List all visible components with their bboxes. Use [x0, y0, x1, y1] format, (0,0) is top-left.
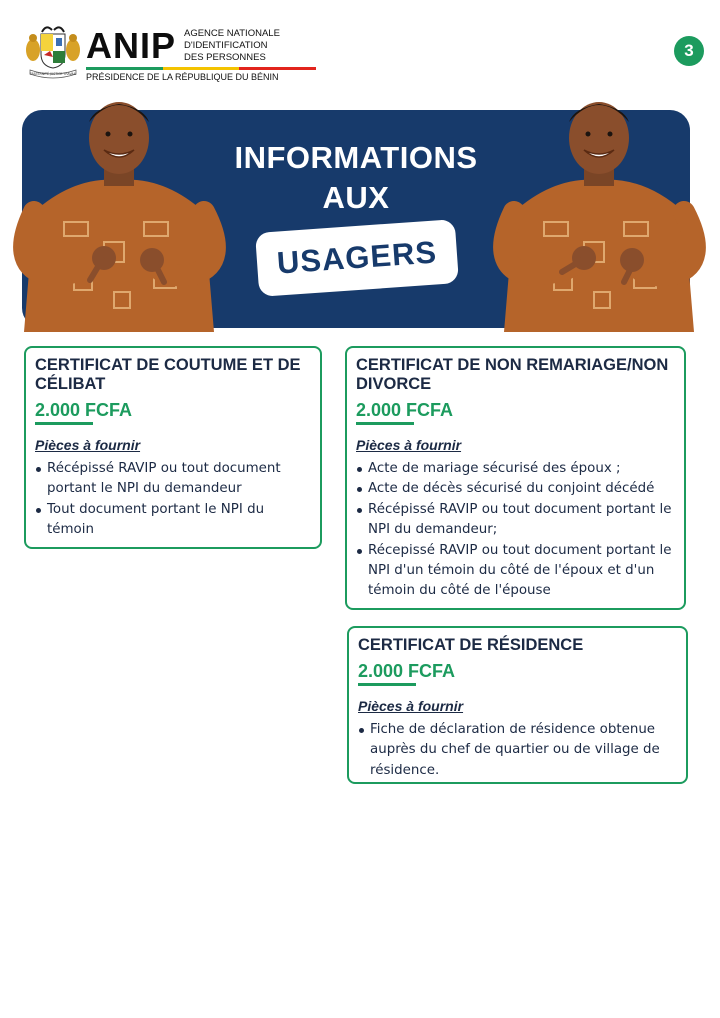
character-left-illustration — [4, 92, 234, 332]
benin-coat-of-arms-icon — [24, 24, 82, 80]
list-item: Acte de décès sécurisé du conjoint décédé — [356, 479, 674, 499]
list-item: Tout document portant le NPI du témoin — [35, 500, 310, 541]
agency-line-1: AGENCE NATIONALE — [184, 28, 280, 39]
list-item: Récepissé RAVIP ou tout document portant le NPI d'un témoin du côté de l'époux et d'un témoin du côté de l'épouse — [356, 541, 674, 602]
price-underline — [358, 683, 416, 686]
price-underline — [35, 422, 93, 425]
card-non-remariage — [345, 346, 686, 610]
card-price: 2.000 FCFA — [358, 661, 456, 681]
presidence-label: PRÉSIDENCE DE LA RÉPUBLIQUE DU BÉNIN — [86, 72, 279, 82]
flag-color-bar — [86, 67, 316, 70]
banner-title — [222, 138, 490, 218]
card-title: CERTIFICAT DE RÉSIDENCE — [358, 636, 584, 654]
agency-name — [184, 28, 280, 64]
card-title: CERTIFICAT DE NON REMARIAGE/NON DIVORCE — [356, 356, 669, 393]
banner-title-line-2: AUX — [322, 180, 390, 215]
agency-line-3: DES PERSONNES — [184, 52, 266, 63]
list-item: Récépissé RAVIP ou tout document portant le NPI du demandeur; — [356, 500, 674, 541]
anip-logo-text: ANIP — [86, 25, 177, 66]
price-underline — [356, 422, 414, 425]
header — [24, 24, 324, 84]
required-documents-list — [358, 720, 676, 781]
card-price: 2.000 FCFA — [356, 400, 454, 420]
pieces-label: Pièces à fournir — [35, 437, 141, 453]
pieces-label: Pièces à fournir — [356, 437, 462, 453]
card-coutume-celibat — [24, 346, 322, 549]
emblem-motto: FRATERNITÉ JUSTICE TRAVAIL — [29, 72, 77, 76]
page-number-badge: 3 — [674, 36, 704, 66]
required-documents-list — [356, 459, 674, 602]
agency-line-2: D'IDENTIFICATION — [184, 40, 268, 51]
required-documents-list — [35, 459, 310, 541]
card-residence — [347, 626, 688, 784]
list-item: Acte de mariage sécurisé des époux ; — [356, 459, 674, 479]
pieces-label: Pièces à fournir — [358, 698, 464, 714]
list-item: Récépissé RAVIP ou tout document portant le NPI du demandeur — [35, 459, 310, 500]
list-item: Fiche de déclaration de résidence obtenue auprès du chef de quartier ou de village de résidence. — [358, 720, 676, 781]
card-price: 2.000 FCFA — [35, 400, 133, 420]
banner-title-line-1: INFORMATIONS — [234, 140, 478, 175]
card-title: CERTIFICAT DE COUTUME ET DE CÉLIBAT — [35, 356, 301, 393]
usagers-pill: USAGERS — [255, 219, 459, 297]
character-right-illustration — [484, 92, 714, 332]
